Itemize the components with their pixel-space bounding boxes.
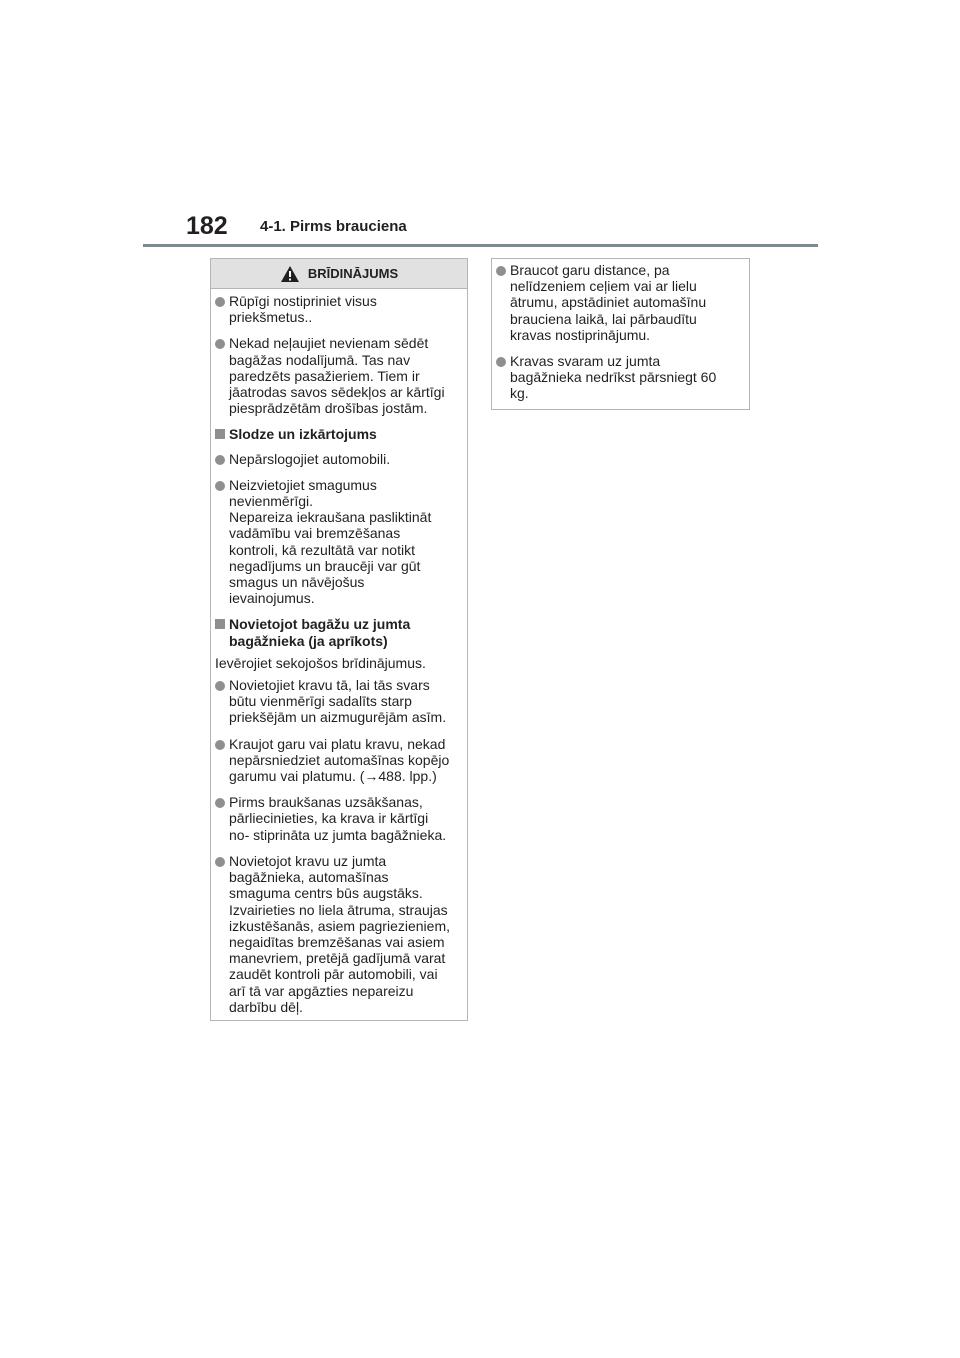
bullet-item xyxy=(496,262,744,343)
bullet-text: Braucot garu distance, pa nelīdzeniem ceļiem vai ar lielu ātrumu, apstādiniet automašīnu brauciena laikā, lai pārbaudītu kravas nostiprinājumu. xyxy=(510,262,707,343)
circle-bullet-icon xyxy=(215,297,225,307)
bullet-item xyxy=(215,794,462,843)
bullet-text: Novietojiet kravu tā, lai tās svars būtu vienmērīgi sadalīts starp priekšējām un aizmugurējām asīm. xyxy=(229,677,447,726)
circle-bullet-icon xyxy=(215,857,225,867)
bullet-text: Pirms braukšanas uzsākšanas, pārliecinieties, ka krava ir kārtīgi no- stiprināta uz jumta bagāžnieka. xyxy=(229,794,447,843)
warning-body xyxy=(211,289,467,1015)
bullet-item xyxy=(215,477,462,607)
warning-header xyxy=(211,259,467,289)
subheading-text: Novietojot bagāžu uz jumta bagāžnieka (ja aprīkots) xyxy=(229,616,411,649)
warning-box xyxy=(210,258,468,1021)
bullet-item xyxy=(215,677,462,726)
bullet-text: Novietojot kravu uz jumta bagāžnieka, automašīnas smaguma centrs būs augstāks. Izvairieties no liela ātruma, straujas izkustēšanās, asiem pagriezieniem, negaidītas bremzēšanas vai asiem manevriem, pretējā gadījumā varat zaudēt kontroli pār automobili, vai arī tā var apgāzties nepareizu darbību dēļ. xyxy=(229,852,450,1015)
circle-bullet-icon xyxy=(496,266,506,276)
bullet-item xyxy=(215,853,462,1015)
subheading xyxy=(215,426,462,442)
circle-bullet-icon xyxy=(496,357,506,367)
subheading-text: Slodze un izkārtojums xyxy=(229,426,377,443)
bullet-text: Rūpīgi nostipriniet visus priekšmetus.. xyxy=(229,293,377,326)
bullet-text: Kraujot garu vai platu kravu, nekad nepārsniedziet automašīnas kopējo garumu vai platumu. (→488. lpp.) xyxy=(229,735,450,785)
bullet-text: Neizvietojiet smagumus nevienmērīgi. Nepareiza iekraušana pasliktināt vadāmību vai bremzēšanas kontroli, kā rezultātā var notikt negadījums un braucēji var gūt smagus un nāvējošus ievainojumus. xyxy=(229,476,432,607)
circle-bullet-icon xyxy=(215,481,225,491)
continuation-box xyxy=(491,258,750,410)
square-bullet-icon xyxy=(215,429,225,439)
bullet-text: Kravas svaram uz jumta bagāžnieka nedrīkst pārsniegt 60 kg. xyxy=(510,353,717,402)
bullet-text: Nepārslogojiet automobili. xyxy=(229,450,391,467)
page-number: 182 xyxy=(186,212,228,240)
subheading xyxy=(215,616,462,648)
bullet-item xyxy=(496,353,744,402)
circle-bullet-icon xyxy=(215,740,225,750)
section-title: 4-1. Pirms brauciena xyxy=(260,218,407,235)
circle-bullet-icon xyxy=(215,455,225,465)
bullet-item xyxy=(215,451,462,467)
circle-bullet-icon xyxy=(215,681,225,691)
header-rule xyxy=(143,244,818,247)
square-bullet-icon xyxy=(215,619,225,629)
bullet-item xyxy=(215,335,462,416)
bullet-text: Nekad neļaujiet nevienam sēdēt bagāžas nodalījumā. Tas nav paredzēts pasažieriem. Tiem ir jāatrodas savos sēdekļos ar kārtīgi piesprādzētām drošības jostām. xyxy=(229,335,445,417)
warning-triangle-icon xyxy=(280,265,300,283)
circle-bullet-icon xyxy=(215,339,225,349)
paragraph-text: Ievērojiet sekojošos brīdinājumus. xyxy=(215,654,426,671)
bullet-item xyxy=(215,736,462,785)
warning-title: BRĪDINĀJUMS xyxy=(307,266,399,281)
circle-bullet-icon xyxy=(215,798,225,808)
bullet-item xyxy=(215,293,462,325)
